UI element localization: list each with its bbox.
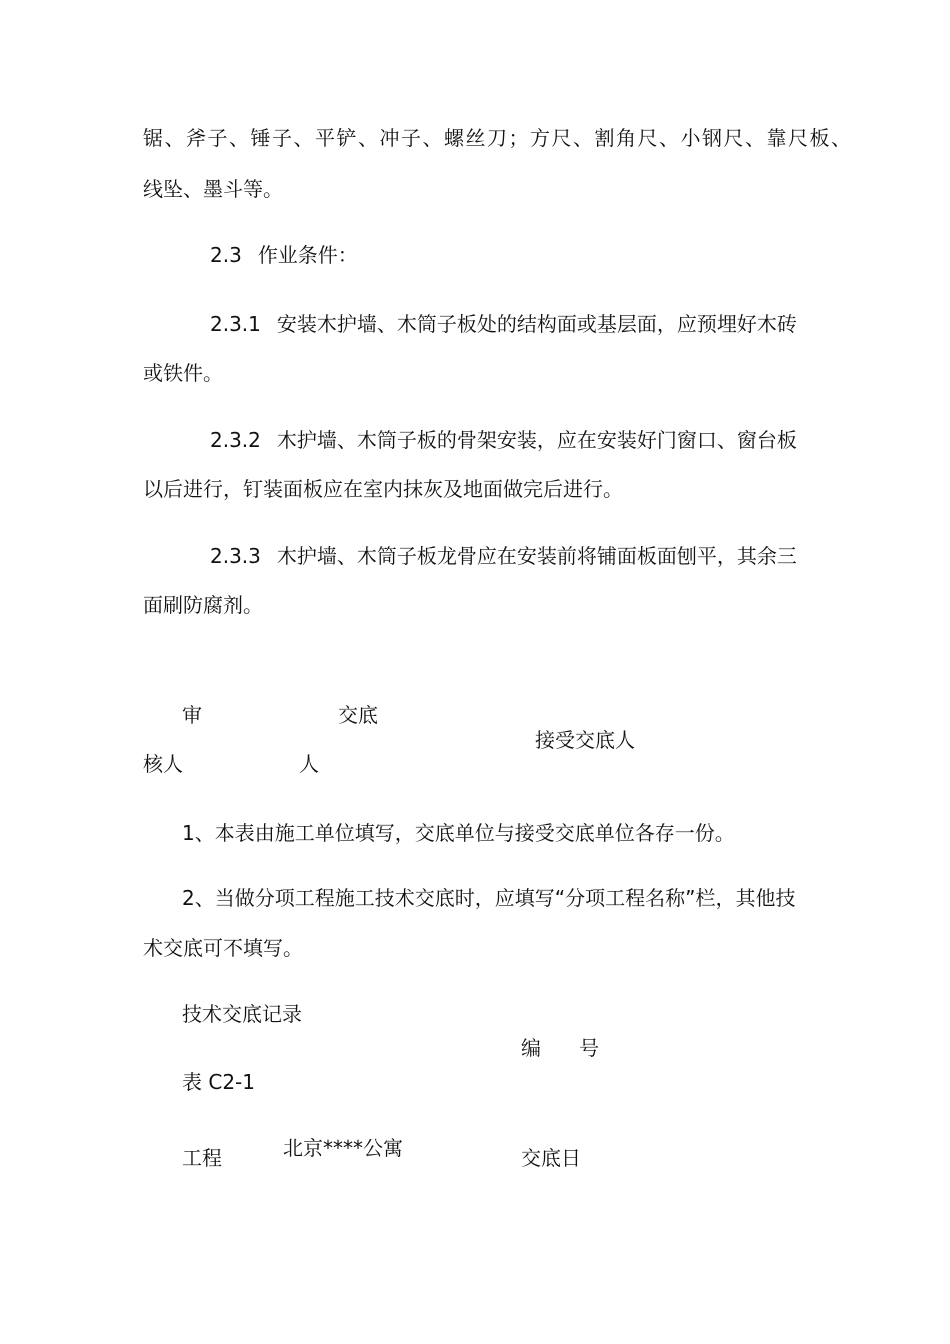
item-2-3-1-line-2: 或铁件。 (143, 361, 223, 385)
item-number: 2.3.3 (210, 544, 261, 568)
reviewer-label-part-1: 审 (182, 703, 202, 727)
item-number: 2.3.1 (210, 312, 261, 336)
presenter-label-part-1: 交底 (338, 703, 378, 727)
form-title: 技术交底记录 (182, 1002, 302, 1026)
date-label: 交底日 (521, 1146, 581, 1170)
note-2-line-1: 2、当做分项工程施工技术交底时，应填写“分项工程名称”栏，其他技 (182, 886, 796, 910)
section-number: 2.3 (210, 243, 242, 267)
note-2-line-2: 术交底可不填写。 (143, 936, 303, 960)
item-2-3-2-line-1 (210, 428, 797, 452)
section-2-3-heading (210, 243, 358, 267)
item-2-3-2-line-2: 以后进行，钉装面板应在室内抹灰及地面做完后进行。 (143, 477, 623, 501)
form-table-code: 表 C2-1 (182, 1070, 255, 1094)
item-text: 木护墙、木筒子板龙骨应在安装前将铺面板面刨平，其余三 (276, 544, 797, 568)
tools-text-line-2: 线坠、墨斗等。 (143, 177, 283, 201)
item-2-3-3-line-2: 面刷防腐剂。 (143, 593, 263, 617)
presenter-label-part-2: 人 (299, 752, 319, 776)
item-text: 安装木护墙、木筒子板处的结构面或基层面，应预埋好木砖 (276, 312, 797, 336)
project-label: 工程 (182, 1146, 222, 1170)
item-text: 木护墙、木筒子板的骨架安装，应在安装好门窗口、窗台板 (276, 428, 797, 452)
item-2-3-1-line-1 (210, 312, 797, 336)
item-number: 2.3.2 (210, 428, 261, 452)
note-1: 1、本表由施工单位填写，交底单位与接受交底单位各存一份。 (182, 821, 735, 845)
receiver-label: 接受交底人 (535, 728, 635, 752)
project-value: 北京****公寓 (283, 1136, 403, 1160)
tools-text-line-1: 锯、斧子、锤子、平铲、冲子、螺丝刀；方尺、割角尺、小钢尺、靠尺板、 (143, 126, 853, 150)
item-2-3-3-line-1 (210, 544, 797, 568)
reviewer-label-part-2: 核人 (143, 752, 183, 776)
form-number-label: 编 号 (521, 1036, 600, 1060)
section-title: 作业条件： (257, 243, 358, 267)
